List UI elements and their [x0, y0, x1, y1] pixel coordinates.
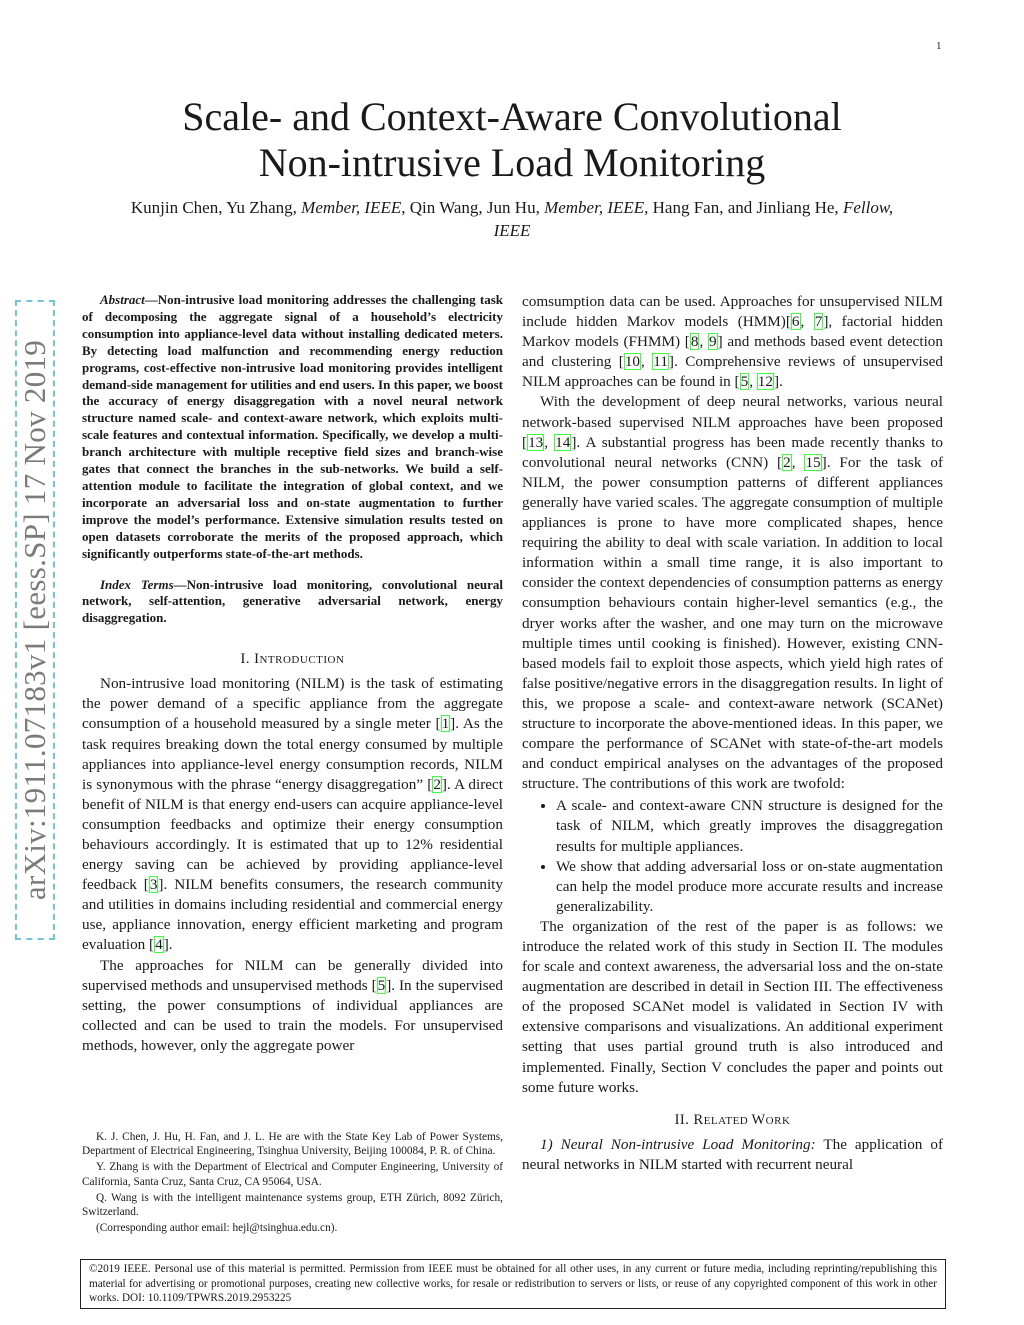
citation-link[interactable]: 2 — [783, 453, 791, 471]
index-terms — [82, 577, 503, 628]
section-smallcaps: ELATED — [703, 1114, 752, 1127]
text-run: , — [641, 353, 653, 371]
citation-link[interactable]: 13 — [528, 433, 544, 451]
section-heading-related-work — [522, 1112, 943, 1129]
title-line-2: Non-intrusive Load Monitoring — [258, 140, 766, 185]
authors-part: , Qin Wang, Jun Hu, — [401, 198, 545, 217]
authors-part: Kunjin Chen, Yu Zhang, — [130, 198, 302, 217]
text-run: ]. — [163, 936, 173, 954]
citation-link[interactable]: 7 — [814, 313, 823, 331]
citation-link[interactable]: 8 — [690, 333, 699, 351]
index-terms-label: Index Terms — [100, 576, 174, 592]
right-column — [522, 292, 943, 1175]
citation-link[interactable]: 1 — [441, 715, 450, 733]
citation-link[interactable]: 3 — [149, 876, 158, 894]
section-smallcaps: NTRODUCTION — [259, 654, 345, 667]
footnote: K. J. Chen, J. Hu, H. Fan, and J. L. He are with the State Key Lab of Power Systems, Department of Electrical Engineering, Tsinghua University, Beijing 100084, P. R. of China. — [82, 1131, 503, 1158]
section-numeral: I. — [240, 651, 255, 668]
section-smallcaps: ORK — [765, 1114, 791, 1127]
footnote: Y. Zhang is with the Department of Electrical and Computer Engineering, University of California, Santa Cruz, Santa Cruz, CA 95064, USA. — [82, 1161, 503, 1188]
intro-paragraph-2-continued — [522, 292, 943, 392]
contribution-list — [522, 796, 943, 917]
author-membership: IEEE — [493, 221, 531, 240]
citation-link[interactable]: 6 — [791, 313, 800, 331]
text-run: Non-intrusive load monitoring (NILM) is the task of estimating the power demand of a specific appliance from the aggregate consumption of a household measured by a single meter [ — [82, 675, 503, 733]
intro-paragraph-2 — [82, 956, 503, 1056]
text-run: ]. A direct benefit of NILM is that energy end-users can acquire appliance-level consumption feedbacks and optimize their energy consumption behaviours accordingly. It is estimated that up to 12% residential energy saving can be achieved by providing appliance-level feedback [ — [82, 775, 503, 894]
section-initial: I — [254, 651, 260, 668]
text-run: ], factorial hidden Markov models (FHMM) [ — [522, 313, 944, 351]
text-run: ]. For the task of NILM, the power consumption patterns of different appliances generally have varied scales. The aggregate consumption of multiple appliances is prone to have more complicated shapes, hence requiring the ability to deal with scale variation. In addition to local information within a small time range, it is also important to consider the context dependencies of consumption patterns as energy consumption behaviours contain higher-level semantics (e.g., the dryer works after the washer, and one may turn on the microwave multiple times until cooking is finished). However, existing CNN-based models fail to exploit those aspects, which yield high rates of false positive/negative errors in the disaggregation results. In light of this, we propose a scale- and context-aware network (SCANet) structure to incorporate the above-mentioned ideas. In this paper, we compare the performance of SCANet with state-of-the-art models and conduct empirical analyses on the advantages of the proposed structure. The contributions of this work are twofold: — [522, 453, 943, 793]
citation-link[interactable]: 11 — [653, 353, 668, 371]
footnotes — [82, 1130, 503, 1237]
related-work-paragraph — [522, 1135, 943, 1175]
text-run: , — [749, 373, 757, 391]
text-run: The application of neural networks in NILM started with recurrent neural — [522, 1135, 944, 1173]
section-initial: R — [693, 1111, 704, 1128]
title-line-1: Scale- and Context-Aware Convolutional — [182, 94, 842, 139]
author-membership: Member, IEEE — [301, 198, 402, 217]
text-run: The approaches for NILM can be generally divided into supervised methods and unsupervised methods [ — [82, 956, 503, 994]
list-item: • We show that adding adversarial loss or on-state augmentation can help the model produce more accurate results and increase generalizability. — [556, 857, 943, 917]
citation-link[interactable]: 9 — [709, 333, 717, 351]
text-run: , — [544, 433, 555, 451]
section-initial: W — [751, 1111, 766, 1128]
author-membership: Member, IEEE — [544, 198, 645, 217]
text-run: comsumption data can be used. Approaches for unsupervised NILM include hidden Markov models (HMM)[ — [522, 293, 943, 331]
left-column — [82, 292, 503, 1056]
citation-link[interactable]: 12 — [757, 373, 773, 391]
text-run: , — [791, 453, 805, 471]
abstract — [82, 292, 503, 563]
text-run: With the development of deep neural networks, various neural network-based supervised NILM approaches have been proposed [ — [522, 393, 943, 451]
text-run: ]. — [773, 373, 783, 391]
arxiv-stamp[interactable] — [10, 300, 60, 940]
page-number: 1 — [936, 40, 942, 52]
author-line-1 — [82, 196, 942, 219]
authors-part: , Hang Fan, and Jinliang He, — [644, 198, 843, 217]
text-run: , — [699, 333, 708, 351]
abstract-label: Abstract — [100, 292, 145, 307]
text-run: ] and methods based event detection and clustering [ — [522, 333, 943, 371]
citation-link[interactable]: 14 — [555, 433, 571, 451]
text-run: ]. A substantial progress has been made recently thanks to convolutional neural networks (CNN) [ — [522, 433, 943, 471]
footnote: Q. Wang is with the intelligent maintenance systems group, ETH Zürich, 8092 Zürich, Switzerland. — [82, 1191, 503, 1219]
author-line-2 — [82, 219, 942, 242]
citation-link[interactable]: 10 — [624, 353, 641, 371]
abstract-text: —Non-intrusive load monitoring addresses the challenging task of decomposing the aggregate signal of a household’s electricity consumption into appliance-level data without installing dedicated meters. By detecting load malfunction and recommending energy reduction programs, cost-effective non-intrusive load monitoring provides intelligent demand-side management for utilities and end users. In this paper, we boost the accuracy of energy disaggregation with a novel neural network structure named scale- and context-aware network, which exploits multi-scale features and contextual information. Specifically, we develop a multi-branch architecture with multiple receptive field sizes and branch-wise gates that connect the branches in the sub-networks. We build a self-attention module to facilitate the integration of global context, and we incorporate an adversarial loss and on-state augmentation to further improve the model’s performance. Extensive simulation results tested on open datasets corroborate the merits of the proposed approach, which significantly outperforms state-of-the-art methods. — [82, 292, 503, 561]
intro-paragraph-1 — [82, 674, 503, 955]
citation-link[interactable]: 5 — [377, 976, 386, 994]
arxiv-stamp-text: arXiv:1911.07183v1 [eess.SP] 17 Nov 2019 — [17, 339, 52, 901]
citation-link[interactable]: 5 — [740, 373, 749, 391]
text-run: ]. NILM benefits consumers, the research community and utilities in domains including residential and commercial energy use, appliance innovation, energy efficient marketing and program evaluation [ — [82, 876, 503, 954]
citation-link[interactable]: 2 — [433, 775, 441, 793]
text-run: ]. Comprehensive reviews of unsupervised NILM approaches can be found in [ — [522, 353, 944, 391]
text-run: ]. In the supervised setting, the power consumptions of individual appliances are collected and can be used to train the models. For unsupervised methods, however, only the aggregate power — [82, 976, 503, 1054]
intro-paragraph-3 — [522, 392, 943, 794]
text-run: ]. As the task requires breaking down the total energy consumed by multiple appliances into appliance-level energy consumption records, NILM is synonymous with the phrase “energy disaggregation” [ — [82, 715, 503, 793]
index-terms-text: —Non-intrusive load monitoring, convolutional neural network, self-attention, generative adversarial network, energy disaggregation. — [82, 576, 504, 626]
subsection-title: 1) Neural Non-intrusive Load Monitoring: — [540, 1135, 816, 1153]
footnote: (Corresponding author email: hejl@tsinghua.edu.cn). — [96, 1222, 338, 1235]
section-heading-introduction — [82, 651, 503, 668]
paper-title — [60, 94, 964, 186]
copyright-notice: ©2019 IEEE. Personal use of this material is permitted. Permission from IEEE must be obtained for all other uses, in any current or future media, including reprinting/republishing this material for advertising or promotional purposes, creating new collective works, for resale or redistribution to servers or lists, or reuse of any copyrighted component of this work in other works. DOI: 10.1109/TPWRS.2019.2953225 — [80, 1259, 946, 1309]
section-numeral: II. — [674, 1111, 694, 1128]
text-run: , — [800, 313, 814, 331]
list-item: • A scale- and context-aware CNN structure is designed for the task of NILM, which greatly improves the disaggregation results for multiple appliances. — [556, 796, 943, 856]
intro-paragraph-4: The organization of the rest of the paper is as follows: we introduce the related work of this study in Section II. The modules for scale and context awareness, the adversarial loss and the on-state augmentation are described in detail in Section III. The effectiveness of the proposed SCANet model is validated in Section IV with extensive comparisons and visualizations. An additional experiment setting that uses partial ground truth is also introduced and implemented. Finally, Section V concludes the paper and points out some future works. — [522, 917, 943, 1096]
citation-link[interactable]: 15 — [805, 453, 821, 471]
author-list — [82, 196, 942, 242]
citation-link[interactable]: 4 — [155, 936, 163, 954]
author-membership: Fellow, — [842, 198, 894, 217]
